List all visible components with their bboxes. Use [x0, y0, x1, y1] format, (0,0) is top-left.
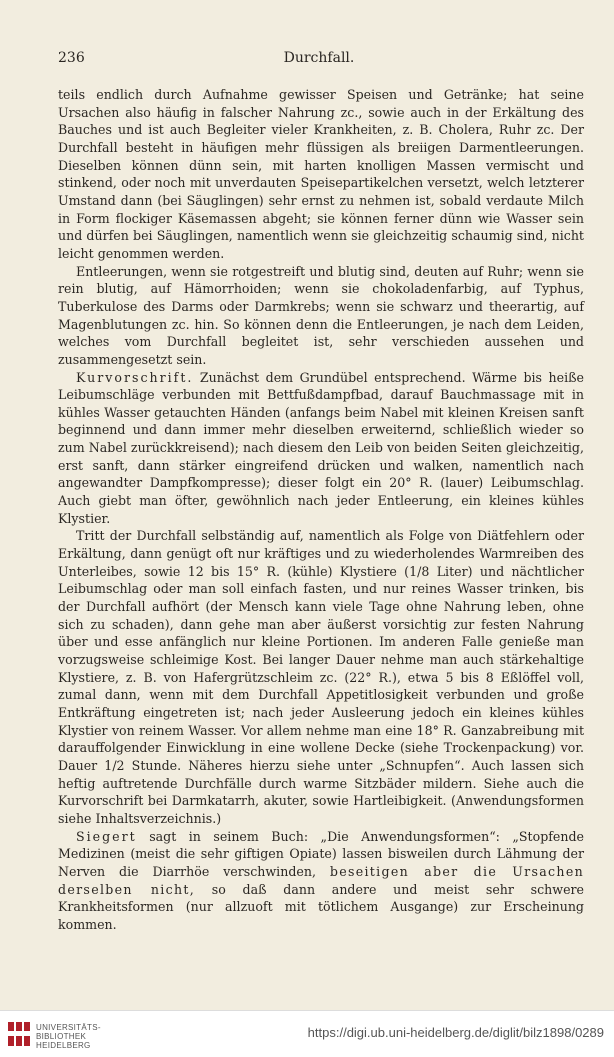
- kurvorschrift-heading: Kurvorschrift.: [76, 369, 194, 385]
- library-name: [36, 1023, 101, 1050]
- author-name: Siegert: [76, 828, 137, 844]
- body-text: [58, 86, 584, 934]
- quote-emphasis: beseitigen aber die Ursachen derselben nicht,: [58, 863, 584, 897]
- quote-part-2: so daß dann andere und meist sehr schwere Krankheitsformen (nur allzuoft mit tötlichem Ausgange) zur Erscheinung kommen.: [58, 881, 584, 932]
- library-name-line-2: BIBLIOTHEK: [36, 1032, 87, 1041]
- library-name-line-3: HEIDELBERG: [36, 1041, 91, 1050]
- paragraph-selbstaendig: Tritt der Durchfall selbständig auf, namentlich als Folge von Diätfehlern oder Erkältung, dann genügt oft nur kräftiges und zu wiederholendes Warmreiben des Unterleibes, sowie 12 bis 15° R. (kühle) Klystiere (1/8 Liter) und nächtlicher Leibumschlag oder man soll einfach fasten, und nur reines Wasser trinken, bis der Durchfall aufhört (der Mensch kann viele Tage ohne Nahrung leben, ohne sich zu schaden), dann gehe man aber äußerst vorsichtig zur festen Nahrung über und esse anfänglich nur kleine Portionen. Im anderen Falle genieße man vorzugsweise schleimige Kost. Bei langer Dauer nehme man auch stärkehaltige Klystiere, z. B. von Hafergrützschleim zc. (22° R.), etwa 5 bis 8 Eßlöffel voll, zumal dann, wenn mit dem Durchfall Appetitlosigkeit verbunden und große Entkräftung eingetreten ist; nach jeder Ausleerung jedoch ein kleines kühles Klystier von reinem Wasser. Vor allem nehme man eine 18° R. Ganzabreibung mit darauffolgender Einwicklung in eine wollene Decke (siehe Trockenpackung) vor. Dauer 1/2 Stunde. Näheres hierzu siehe unter „Schnupfen“. Auch lassen sich heftig auftretende Durchfälle durch warme Sitzbäder mildern. Siehe auch die Kurvorschrift bei Darmkatarrh, akuter, sowie Hartleibigkeit. (Anwendungsformen siehe Inhaltsverzeichnis.): [58, 528, 584, 826]
- library-name-line-1: UNIVERSITÄTS-: [36, 1023, 101, 1032]
- university-library-logo-icon: [6, 1019, 34, 1049]
- permalink-url[interactable]: https://digi.ub.uni-heidelberg.de/diglit/bilz1898/0289: [307, 1025, 604, 1040]
- page-header: [58, 50, 580, 72]
- page-number: 236: [58, 50, 85, 66]
- quote-part-1: sagt in seinem Buch: „Die Anwendungsformen“: „Stopfende Medizinen (meist die sehr giftigen Opiate) lassen bisweilen durch Lähmung der Nerven die Diarrhöe verschwinden,: [58, 828, 584, 879]
- paragraph-entleerungen: Entleerungen, wenn sie rotgestreift und blutig sind, deuten auf Ruhr; wenn sie rein blutig, auf Hämorrhoiden; wenn sie chokoladenfarbig, auf Typhus, Tuberkulose des Darms oder Darmkrebs; wenn sie schwarz und theerartig, auf Magenblutungen zc. hin. So können denn die Entleerungen, je nach dem Leiden, welches vom Durchfall begleitet ist, sehr verschieden aussehen und zusammengesetzt sein.: [58, 263, 584, 367]
- running-title: Durchfall.: [283, 50, 355, 66]
- paragraph-intro: teils endlich durch Aufnahme gewisser Speisen und Getränke; hat seine Ursachen also häufig in falscher Nahrung zc., sowie auch in der Erkältung des Bauches und ist auch Begleiter vieler Krankheiten, z. B. Cholera, Ruhr zc. Der Durchfall besteht in häufigen mehr flüssigen als breiigen Darmentleerungen. Dieselben können dünn sein, mit harten knolligen Massen vermischt und stinkend, oder noch mit unverdauten Speisepartikelchen versetzt, welch letzterer Umstand dann (bei Säuglingen) sehr ernst zu nehmen ist, sobald verdaute Milch in Form flockiger Käsemassen abgeht; sie können ferner dünn wie Wasser sein und dürfen bei Säuglingen, namentlich wenn sie gleichzeitig schaumig sind, nicht leicht genommen werden.: [58, 87, 584, 261]
- kurvorschrift-text: Zunächst dem Grundübel entsprechend. Wärme bis heiße Leibumschläge verbunden mit Bettfußdampfbad, darauf Bauchmassage mit in kühles Wasser getauchten Händen (anfangs beim Nabel mit kleinen Kreisen sanft beginnend und dann immer mehr dieselben erweiternd, schließlich wieder so zum Nabel zurückkreisend); nach diesem den Leib von beiden Seiten gleichzeitig, erst sanft, dann stärker eingreifend drücken und walken, namentlich nach angewandter Dampfkompresse); dieser folgt ein 20° R. (lauer) Leibumschlag. Auch giebt man öfter, gewöhnlich nach jeder Entleerung, ein kleines kühles Klystier.: [58, 369, 584, 526]
- paragraph-kurvorschrift: [58, 369, 584, 528]
- digitization-footer: [0, 1010, 614, 1057]
- paragraph-siegert: [58, 828, 584, 934]
